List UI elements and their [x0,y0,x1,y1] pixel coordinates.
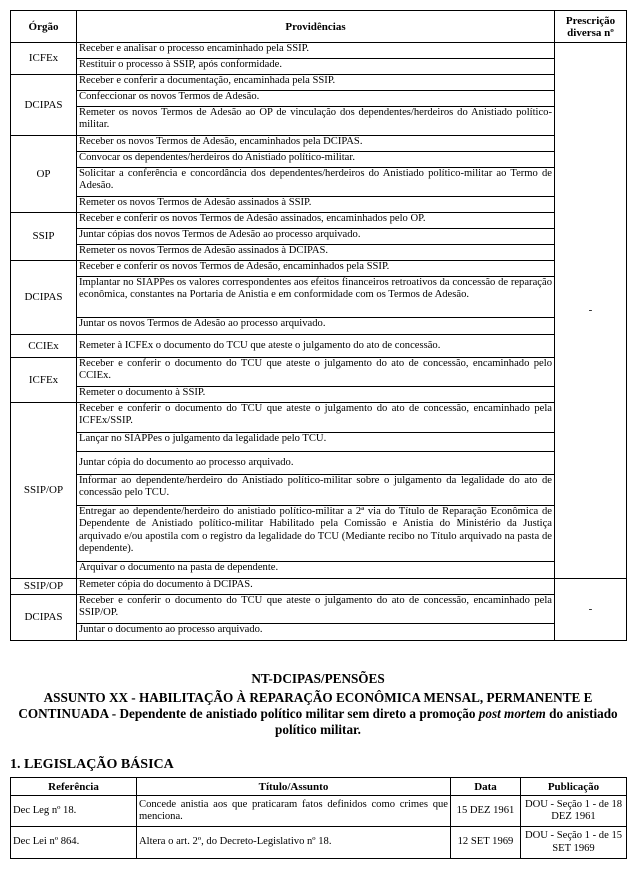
assunto-heading [10,690,626,738]
assunto-subtitle-b: do anistiado político militar. [275,706,618,737]
table-row [11,197,627,213]
titulo-cell: Concede anistia aos que praticaram fatos definidos como crimes que menciona. [137,796,451,827]
assunto-subtitle-em: post mortem [478,706,546,721]
table-row [11,245,627,261]
providencia-cell: Entregar ao dependente/herdeiro do anistiado político-militar a 2ª via do Título de Reparação Econômica de Dependente de Anistiado político-militar Habilitado pela Comissão e Anistia do Ministério da Justiça arquivado e/ou apostila com o registro da legalidade do TCU (Mediante recibo no Título arquivado na pasta de dependente). [77,506,555,562]
header-prescricao: Prescrição diversa nº [555,11,627,43]
table-row [11,358,627,387]
providencia-cell: Remeter os novos Termos de Adesão assinados à DCIPAS. [77,245,555,261]
table-row [11,213,627,229]
assunto-title: ASSUNTO XX - HABILITAÇÃO À REPARAÇÃO ECONÔMICA MENSAL, PERMANENTE E CONTINUADA [18,690,593,721]
referencia-cell: Dec Leg nº 18. [11,796,137,827]
header-providencias: Providências [77,11,555,43]
table-row [11,624,627,641]
orgao-cell: ICFEx [11,43,77,75]
providencia-cell: Juntar cópias dos novos Termos de Adesão ao processo arquivado. [77,229,555,245]
table-row [11,595,627,624]
table-row [11,318,627,335]
titulo-cell: Altera o art. 2º, do Decreto-Legislativo nº 18. [137,827,451,859]
table-row [11,261,627,277]
header-orgao: Órgão [11,11,77,43]
providencia-cell: Remeter à ICFEx o documento do TCU que ateste o julgamento do ato de concessão. [77,335,555,358]
header-data: Data [451,778,521,796]
data-cell: 15 DEZ 1961 [451,796,521,827]
providencia-cell: Receber e conferir o documento do TCU que ateste o julgamento do ato de concessão, encaminhado pela ICFEx/SSIP. [77,403,555,433]
orgao-cell: DCIPAS [11,75,77,136]
prescricao-cell: - [555,43,627,579]
table-header-row [11,778,627,796]
nt-heading: NT-DCIPAS/PENSÕES [251,671,385,686]
providencia-cell: Lançar no SIAPPes o julgamento da legalidade pelo TCU. [77,433,555,452]
orgao-cell: CCIEx [11,335,77,358]
table-row [11,335,627,358]
table-row [11,152,627,168]
table-row [11,562,627,579]
providencia-cell: Juntar cópia do documento ao processo arquivado. [77,452,555,475]
orgao-cell: DCIPAS [11,261,77,335]
providencia-cell: Implantar no SIAPPes os valores correspondentes aos efeitos financeiros retroativos da concessão de reparação econômica, constantes na Portaria de Anistia e em conformidade com os Termos de Adesão. [77,277,555,318]
orgao-cell: SSIP/OP [11,403,77,579]
providencia-cell: Receber e conferir o documento do TCU que ateste o julgamento do ato de concessão, encaminhado pela SSIP/OP. [77,595,555,624]
providencia-cell: Remeter os novos Termos de Adesão ao OP de vinculação dos dependentes/herdeiros do Anistiado político-militar. [77,107,555,136]
providencia-cell: Receber e conferir os novos Termos de Adesão, encaminhados pela SSIP. [77,261,555,277]
assunto-subtitle-a: - Dependente de anistiado político militar sem direto a promoção [108,706,479,721]
prescricao-cell: - [555,579,627,641]
table-row [11,43,627,59]
publicacao-cell: DOU - Seção 1 - de 15 SET 1969 [521,827,627,859]
orgao-cell: DCIPAS [11,595,77,641]
table-row [11,59,627,75]
table-row [11,387,627,403]
providencia-cell: Juntar os novos Termos de Adesão ao processo arquivado. [77,318,555,335]
providencia-cell: Restituir o processo à SSIP, após conformidade. [77,59,555,75]
table-row [11,475,627,506]
table-row [11,136,627,152]
table-row [11,229,627,245]
providencia-cell: Receber e analisar o processo encaminhado pela SSIP. [77,43,555,59]
table-row [11,506,627,562]
providencia-cell: Arquivar o documento na pasta de dependente. [77,562,555,579]
table-row [11,107,627,136]
providencia-cell: Confeccionar os novos Termos de Adesão. [77,91,555,107]
table-row [11,433,627,452]
table-row [11,452,627,475]
section-title: 1. LEGISLAÇÃO BÁSICA [10,757,174,772]
table-row [11,75,627,91]
header-titulo: Título/Assunto [137,778,451,796]
providencia-cell: Receber e conferir os novos Termos de Adesão assinados, encaminhados pelo OP. [77,213,555,229]
legislacao-table [10,777,627,859]
providencia-cell: Receber e conferir o documento do TCU que ateste o julgamento do ato de concessão, encaminhado pelo CCIEx. [77,358,555,387]
orgao-cell: SSIP [11,213,77,261]
table-row [11,277,627,318]
orgao-cell: OP [11,136,77,213]
table-row [11,579,627,595]
providencia-cell: Solicitar a conferência e concordância dos dependentes/herdeiros do Anistiado político-militar ao Termo de Adesão. [77,168,555,197]
table-row [11,827,627,859]
orgao-cell: ICFEx [11,358,77,403]
table-row [11,403,627,433]
providencia-cell: Remeter os novos Termos de Adesão assinados à SSIP. [77,197,555,213]
table-row [11,796,627,827]
orgao-cell: SSIP/OP [11,579,77,595]
publicacao-cell: DOU - Seção 1 - de 18 DEZ 1961 [521,796,627,827]
providencia-cell: Receber e conferir a documentação, encaminhada pela SSIP. [77,75,555,91]
table-row [11,91,627,107]
providencias-table [10,10,627,641]
providencia-cell: Juntar o documento ao processo arquivado. [77,624,555,641]
providencia-cell: Informar ao dependente/herdeiro do Anistiado político-militar sobre o julgamento da legalidade do ato de concessão pelo TCU. [77,475,555,506]
header-publicacao: Publicação [521,778,627,796]
providencia-cell: Remeter cópia do documento à DCIPAS. [77,579,555,595]
providencia-cell: Receber os novos Termos de Adesão, encaminhados pela DCIPAS. [77,136,555,152]
providencia-cell: Convocar os dependentes/herdeiros do Anistiado político-militar. [77,152,555,168]
providencia-cell: Remeter o documento à SSIP. [77,387,555,403]
table-header-row [11,11,627,43]
header-referencia: Referência [11,778,137,796]
data-cell: 12 SET 1969 [451,827,521,859]
table-row [11,168,627,197]
referencia-cell: Dec Lei nº 864. [11,827,137,859]
